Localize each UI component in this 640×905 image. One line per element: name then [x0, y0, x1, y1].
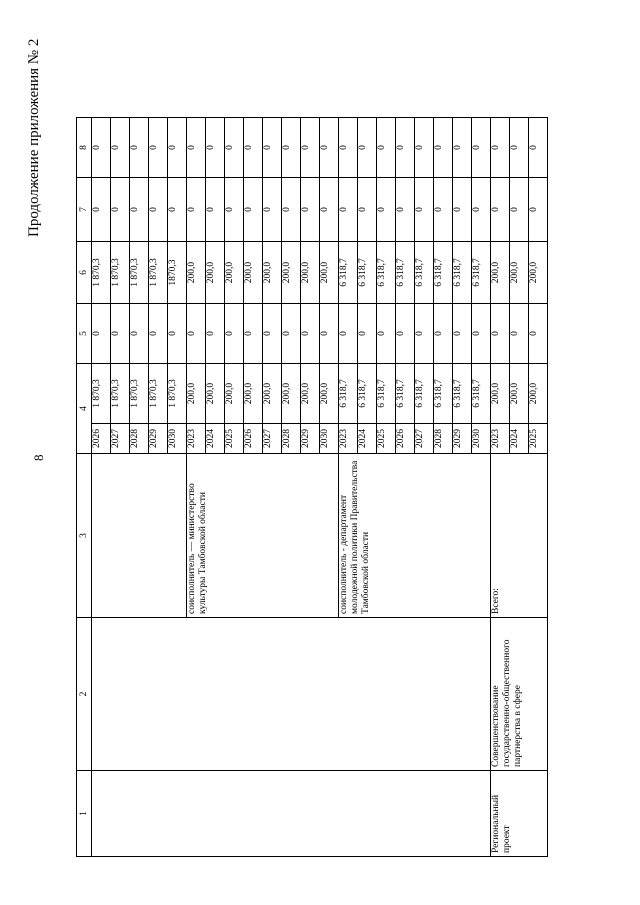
cell-col5: 0 — [301, 304, 320, 364]
cell-col4: 6 318,7 — [377, 364, 396, 424]
cell-col8: 0 — [472, 118, 491, 178]
col-header-8: 8 — [77, 118, 92, 178]
cell-col6: 1 870,3 — [130, 242, 149, 304]
cell-col7: 0 — [187, 178, 206, 242]
executor-cell: Всего: — [491, 454, 548, 618]
cell-col6: 200,0 — [491, 242, 510, 304]
cell-col7: 0 — [320, 178, 339, 242]
cell-col7: 0 — [206, 178, 225, 242]
cell-year: 2023 — [339, 424, 358, 454]
cell-col4: 1 870,3 — [92, 364, 111, 424]
cell-year: 2026 — [92, 424, 111, 454]
cell-col7: 0 — [396, 178, 415, 242]
cell-col5: 0 — [206, 304, 225, 364]
cell-year: 2030 — [320, 424, 339, 454]
executor-cell: соисполнитель — министерство культуры Тамбовской области — [187, 454, 339, 618]
cell-col8: 0 — [149, 118, 168, 178]
cell-col5: 0 — [187, 304, 206, 364]
cell-col4: 1 870,3 — [168, 364, 187, 424]
executor-cell: соисполнитель - департамент молодежной политики Правительства Тамбовской области — [339, 454, 491, 618]
cell-col5: 0 — [320, 304, 339, 364]
cell-col8: 0 — [111, 118, 130, 178]
cell-col5: 0 — [92, 304, 111, 364]
cell-year: 2026 — [396, 424, 415, 454]
cell-col4: 1 870,3 — [149, 364, 168, 424]
cell-col5: 0 — [282, 304, 301, 364]
cell-col7: 0 — [472, 178, 491, 242]
cell-col6: 200,0 — [225, 242, 244, 304]
cell-year: 2029 — [301, 424, 320, 454]
regional-project-label: Региональный проект — [491, 771, 548, 857]
cell-col6: 6 318,7 — [453, 242, 472, 304]
cell-col6: 6 318,7 — [339, 242, 358, 304]
cell-col2-blank — [92, 618, 491, 771]
cell-col6: 1870,3 — [168, 242, 187, 304]
cell-col4: 200,0 — [491, 364, 510, 424]
cell-col8: 0 — [130, 118, 149, 178]
cell-col6: 6 318,7 — [396, 242, 415, 304]
cell-col8: 0 — [491, 118, 510, 178]
cell-col7: 0 — [301, 178, 320, 242]
cell-col7: 0 — [149, 178, 168, 242]
table-row — [491, 118, 510, 857]
cell-col4: 200,0 — [206, 364, 225, 424]
cell-year: 2025 — [225, 424, 244, 454]
cell-col7: 0 — [111, 178, 130, 242]
cell-col7: 0 — [453, 178, 472, 242]
cell-col4: 200,0 — [187, 364, 206, 424]
cell-col5: 0 — [434, 304, 453, 364]
cell-col5: 0 — [377, 304, 396, 364]
cell-col7: 0 — [377, 178, 396, 242]
cell-col8: 0 — [225, 118, 244, 178]
cell-col6: 6 318,7 — [415, 242, 434, 304]
cell-col6: 6 318,7 — [358, 242, 377, 304]
cell-col5: 0 — [472, 304, 491, 364]
cell-col4: 1 870,3 — [111, 364, 130, 424]
cell-col4: 6 318,7 — [339, 364, 358, 424]
cell-col5: 0 — [396, 304, 415, 364]
cell-col4: 6 318,7 — [434, 364, 453, 424]
cell-col4: 1 870,3 — [130, 364, 149, 424]
cell-col7: 0 — [282, 178, 301, 242]
appendix-continuation-title: Продолжение приложения № 2 — [26, 38, 42, 237]
cell-col8: 0 — [339, 118, 358, 178]
cell-col6: 200,0 — [282, 242, 301, 304]
col-header-1: 1 — [77, 771, 92, 857]
col-header-3: 3 — [77, 454, 92, 618]
cell-col8: 0 — [301, 118, 320, 178]
cell-col8: 0 — [187, 118, 206, 178]
cell-col6: 6 318,7 — [377, 242, 396, 304]
cell-col6: 6 318,7 — [434, 242, 453, 304]
cell-col5: 0 — [130, 304, 149, 364]
cell-col6: 6 318,7 — [472, 242, 491, 304]
cell-col7: 0 — [130, 178, 149, 242]
cell-col6: 200,0 — [263, 242, 282, 304]
cell-col4: 6 318,7 — [472, 364, 491, 424]
col-header-4: 4 — [77, 364, 92, 454]
cell-year: 2027 — [415, 424, 434, 454]
cell-col5: 0 — [358, 304, 377, 364]
cell-col4: 200,0 — [301, 364, 320, 424]
cell-year: 2029 — [453, 424, 472, 454]
cell-year: 2030 — [168, 424, 187, 454]
cell-col3-blank — [92, 454, 187, 618]
cell-col6: 1 870,3 — [92, 242, 111, 304]
cell-col7: 0 — [263, 178, 282, 242]
cell-year: 2024 — [358, 424, 377, 454]
cell-col8: 0 — [244, 118, 263, 178]
cell-col4: 6 318,7 — [415, 364, 434, 424]
cell-year: 2023 — [491, 424, 510, 454]
cell-col5: 0 — [168, 304, 187, 364]
regional-project-name: Совершенствование государственно-общественного партнерства в сфере — [491, 618, 548, 771]
cell-year: 2026 — [244, 424, 263, 454]
cell-col5: 0 — [225, 304, 244, 364]
cell-col5: 0 — [491, 304, 510, 364]
cell-col4: 200,0 — [225, 364, 244, 424]
cell-col7: 0 — [225, 178, 244, 242]
cell-col6: 200,0 — [529, 242, 548, 304]
cell-year: 2024 — [206, 424, 225, 454]
cell-col7: 0 — [529, 178, 548, 242]
cell-col8: 0 — [320, 118, 339, 178]
cell-year: 2023 — [187, 424, 206, 454]
cell-col5: 0 — [529, 304, 548, 364]
cell-col8: 0 — [282, 118, 301, 178]
cell-col8: 0 — [434, 118, 453, 178]
cell-col5: 0 — [453, 304, 472, 364]
cell-col4: 200,0 — [529, 364, 548, 424]
cell-col7: 0 — [92, 178, 111, 242]
cell-col7: 0 — [339, 178, 358, 242]
cell-col5: 0 — [339, 304, 358, 364]
cell-year: 2028 — [434, 424, 453, 454]
cell-year: 2027 — [111, 424, 130, 454]
cell-col8: 0 — [92, 118, 111, 178]
cell-col7: 0 — [358, 178, 377, 242]
cell-col8: 0 — [377, 118, 396, 178]
cell-col8: 0 — [453, 118, 472, 178]
col-header-7: 7 — [77, 178, 92, 242]
cell-col5: 0 — [510, 304, 529, 364]
cell-year: 2025 — [377, 424, 396, 454]
cell-col1-blank — [92, 771, 491, 857]
cell-col5: 0 — [149, 304, 168, 364]
cell-col8: 0 — [358, 118, 377, 178]
cell-col6: 1 870,3 — [149, 242, 168, 304]
cell-col8: 0 — [206, 118, 225, 178]
cell-col7: 0 — [244, 178, 263, 242]
page-number: 8 — [31, 454, 46, 461]
cell-col6: 200,0 — [320, 242, 339, 304]
cell-year: 2028 — [282, 424, 301, 454]
cell-col4: 6 318,7 — [396, 364, 415, 424]
col-header-6: 6 — [77, 242, 92, 304]
cell-col8: 0 — [396, 118, 415, 178]
cell-col8: 0 — [263, 118, 282, 178]
cell-col5: 0 — [415, 304, 434, 364]
cell-year: 2024 — [510, 424, 529, 454]
cell-col8: 0 — [510, 118, 529, 178]
cell-col4: 6 318,7 — [358, 364, 377, 424]
cell-col4: 200,0 — [510, 364, 529, 424]
col-header-5: 5 — [77, 304, 92, 364]
table-row — [92, 118, 111, 857]
cell-col4: 200,0 — [244, 364, 263, 424]
cell-col6: 200,0 — [244, 242, 263, 304]
cell-col7: 0 — [491, 178, 510, 242]
cell-col7: 0 — [168, 178, 187, 242]
cell-col7: 0 — [510, 178, 529, 242]
cell-col8: 0 — [529, 118, 548, 178]
cell-col7: 0 — [434, 178, 453, 242]
cell-col6: 200,0 — [187, 242, 206, 304]
cell-col7: 0 — [415, 178, 434, 242]
cell-col5: 0 — [244, 304, 263, 364]
cell-year: 2027 — [263, 424, 282, 454]
cell-col5: 0 — [263, 304, 282, 364]
cell-col4: 6 318,7 — [453, 364, 472, 424]
cell-col6: 200,0 — [510, 242, 529, 304]
cell-col8: 0 — [415, 118, 434, 178]
budget-table — [76, 117, 548, 857]
cell-col4: 200,0 — [263, 364, 282, 424]
cell-year: 2028 — [130, 424, 149, 454]
col-header-2: 2 — [77, 618, 92, 771]
cell-col6: 1 870,3 — [111, 242, 130, 304]
cell-col8: 0 — [168, 118, 187, 178]
cell-col5: 0 — [111, 304, 130, 364]
cell-col6: 200,0 — [206, 242, 225, 304]
cell-year: 2030 — [472, 424, 491, 454]
cell-year: 2025 — [529, 424, 548, 454]
cell-col4: 200,0 — [282, 364, 301, 424]
cell-col4: 200,0 — [320, 364, 339, 424]
cell-col6: 200,0 — [301, 242, 320, 304]
cell-year: 2029 — [149, 424, 168, 454]
